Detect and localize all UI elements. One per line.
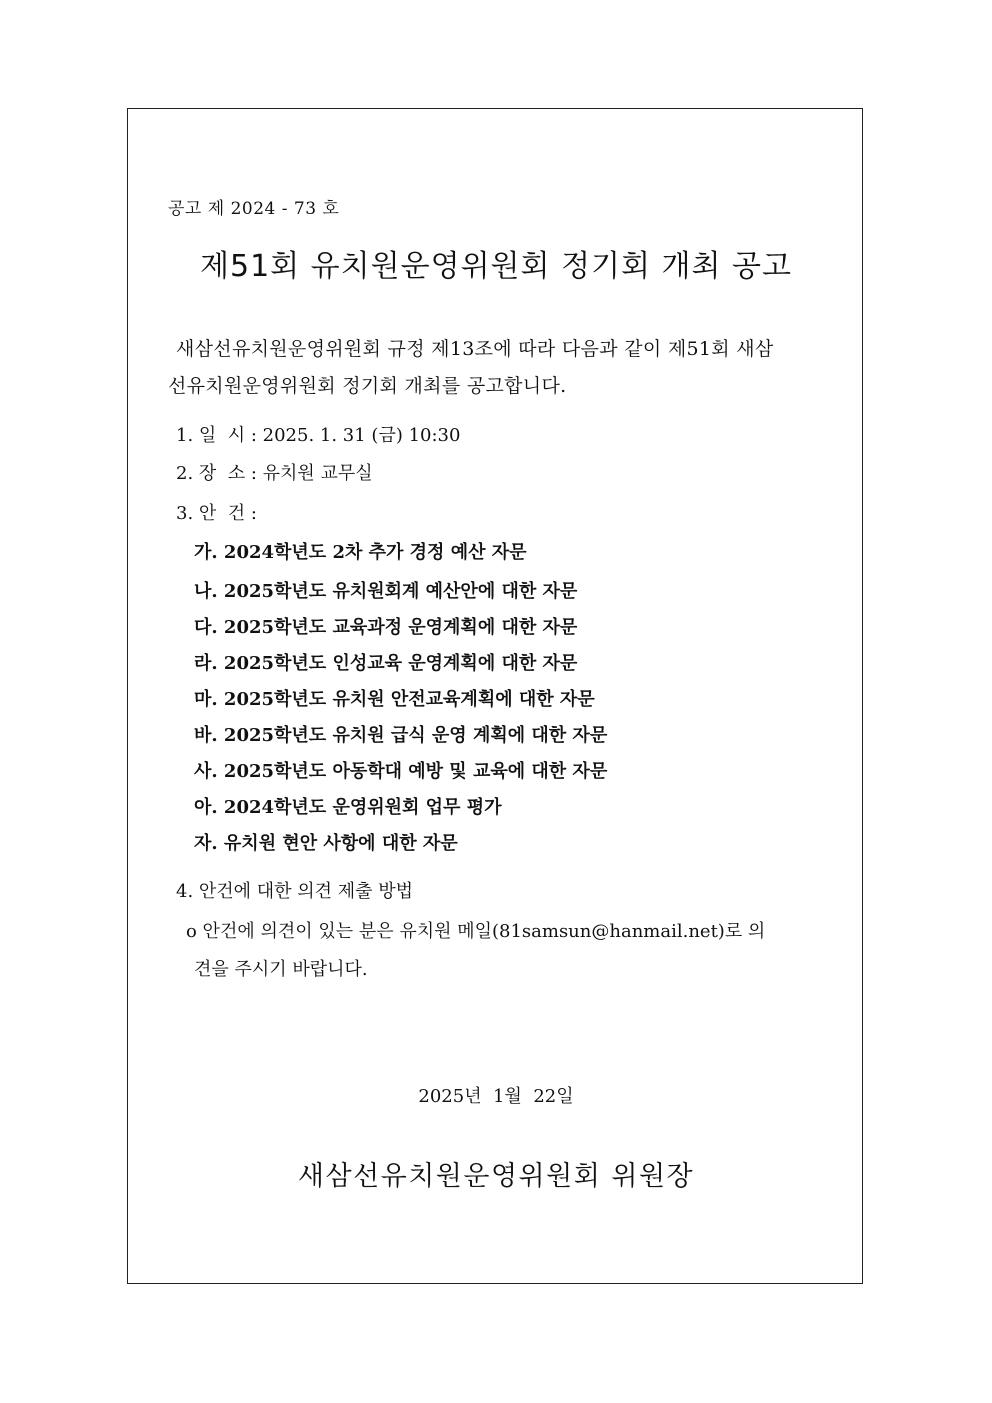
meeting-place-label: 2. 장 소 xyxy=(176,463,246,484)
agenda-item: 자. 유치원 현안 사항에 대한 자문 xyxy=(194,833,458,854)
agenda-item: 나. 2025학년도 유치원회계 예산안에 대한 자문 xyxy=(194,581,578,602)
notice-number: 공고 제 2024 - 73 호 xyxy=(168,199,340,219)
meeting-place-value: : 유치원 교무실 xyxy=(250,463,373,484)
opinion-line-2: 견을 주시기 바랍니다. xyxy=(194,959,368,980)
agenda-item: 아. 2024학년도 운영위원회 업무 평가 xyxy=(194,797,502,818)
meeting-date-value: : 2025. 1. 31 (금) 10:30 xyxy=(250,425,461,446)
agenda-item: 사. 2025학년도 아동학대 예방 및 교육에 대한 자문 xyxy=(194,761,608,782)
meeting-date-row xyxy=(176,427,460,445)
opinion-line-1: o 안건에 의견이 있는 분은 유치원 메일(81samsun@hanmail.net)로 의 xyxy=(186,921,766,942)
agenda-item: 바. 2025학년도 유치원 급식 운영 계획에 대한 자문 xyxy=(194,725,608,746)
meeting-place-row xyxy=(176,465,373,483)
agenda-item: 다. 2025학년도 교육과정 운영계획에 대한 자문 xyxy=(194,617,578,638)
notice-date: 2025년 1월 22일 xyxy=(418,1086,574,1107)
chairperson-signature: 새삼선유치원운영위원회 위원장 xyxy=(297,1161,695,1192)
opinion-heading: 4. 안건에 대한 의견 제출 방법 xyxy=(176,881,414,902)
intro-line-2: 선유치원운영위원회 정기회 개최를 공고합니다. xyxy=(168,375,567,397)
agenda-item: 라. 2025학년도 인성교육 운영계획에 대한 자문 xyxy=(194,653,578,674)
agenda-label: 3. 안 건 : xyxy=(176,503,257,524)
intro-line-1: 새삼선유치원운영위원회 규정 제13조에 따라 다음과 같이 제51회 새삼 xyxy=(176,338,774,360)
agenda-item: 가. 2024학년도 2차 추가 경정 예산 자문 xyxy=(194,542,527,563)
meeting-date-label: 1. 일 시 xyxy=(176,425,246,446)
page-title: 제51회 유치원운영위원회 정기회 개최 공고 xyxy=(200,249,792,284)
agenda-item: 마. 2025학년도 유치원 안전교육계획에 대한 자문 xyxy=(194,689,595,710)
